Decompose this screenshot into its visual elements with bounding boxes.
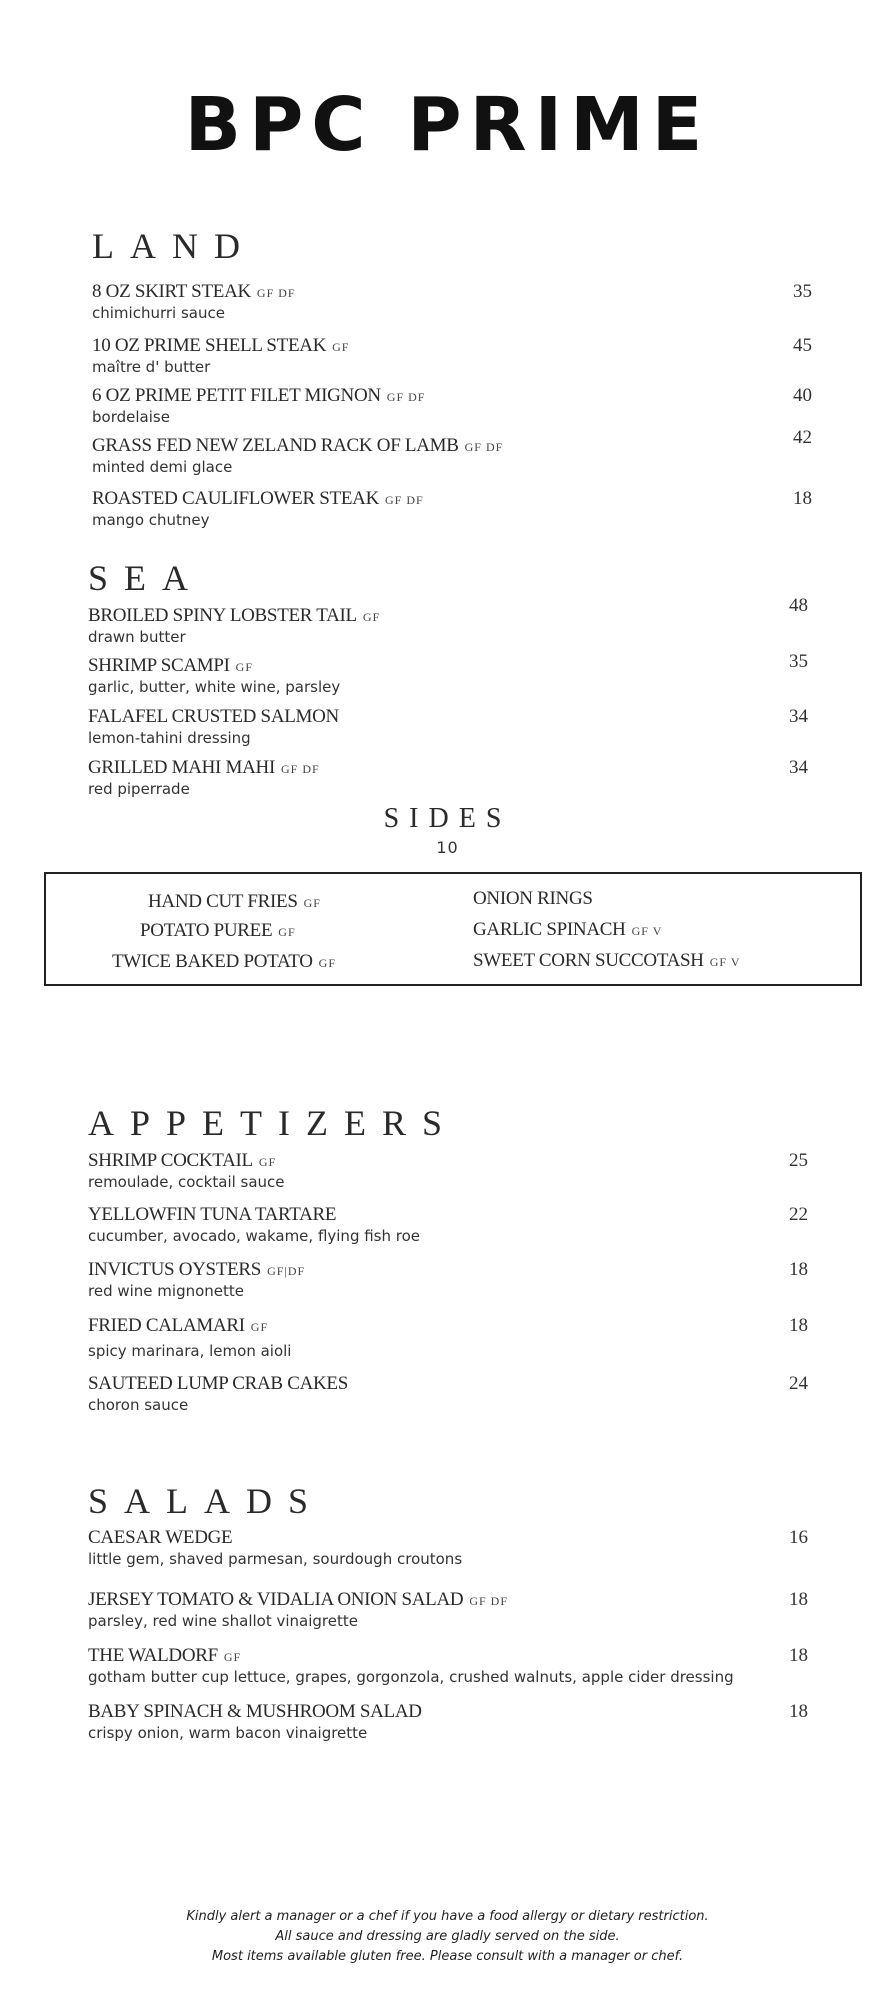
dietary-tags: GF bbox=[332, 340, 350, 354]
item-description: choron sauce bbox=[88, 1396, 189, 1414]
item-description: parsley, red wine shallot vinaigrette bbox=[88, 1612, 358, 1630]
item-description: chimichurri sauce bbox=[92, 304, 225, 322]
item-price: 22 bbox=[789, 1204, 808, 1225]
dietary-tags: GF bbox=[235, 660, 253, 674]
item-price: 34 bbox=[789, 706, 808, 727]
dietary-tags: GF V bbox=[709, 955, 741, 969]
item-price: 40 bbox=[793, 385, 812, 406]
sides-price: 10 bbox=[436, 838, 459, 857]
item-price: 18 bbox=[793, 488, 812, 509]
item-name: 6 OZ PRIME PETIT FILET MIGNON GF DF bbox=[92, 385, 426, 406]
dietary-tags: GF bbox=[250, 1320, 269, 1334]
sea-section-title: SEA bbox=[88, 558, 205, 598]
sides-section-title: SIDES bbox=[383, 803, 512, 834]
item-name: SHRIMP SCAMPI GF bbox=[88, 655, 253, 676]
salads-section-title: SALADS bbox=[88, 1481, 325, 1521]
menu-item bbox=[88, 651, 808, 697]
item-price: 48 bbox=[789, 595, 808, 616]
menu-item bbox=[88, 706, 808, 748]
dietary-tags: GF bbox=[278, 925, 296, 939]
item-price: 34 bbox=[789, 757, 808, 778]
side-item: HAND CUT FRIES GF bbox=[148, 891, 321, 912]
menu-item bbox=[88, 1373, 808, 1415]
item-name: 10 OZ PRIME SHELL STEAK GF bbox=[92, 335, 350, 356]
item-name: CAESAR WEDGE bbox=[88, 1527, 233, 1548]
menu-item bbox=[92, 488, 812, 530]
item-name: BROILED SPINY LOBSTER TAIL GF bbox=[88, 605, 381, 626]
dietary-tags: GF bbox=[303, 896, 321, 910]
dietary-tags: GF DF bbox=[385, 493, 424, 507]
item-price: 24 bbox=[789, 1373, 808, 1394]
item-price: 18 bbox=[789, 1701, 808, 1722]
side-item: SWEET CORN SUCCOTASH GF V bbox=[473, 950, 741, 971]
item-description: mango chutney bbox=[92, 511, 210, 529]
item-description: garlic, butter, white wine, parsley bbox=[88, 678, 341, 696]
item-price: 35 bbox=[789, 651, 808, 672]
menu-item bbox=[88, 757, 808, 799]
menu-item bbox=[92, 385, 812, 427]
side-item: ONION RINGS bbox=[473, 888, 593, 909]
dietary-tags: GF DF bbox=[256, 286, 296, 300]
item-name: JERSEY TOMATO & VIDALIA ONION SALAD GF DF bbox=[88, 1589, 509, 1610]
dietary-tags: GF bbox=[258, 1155, 277, 1169]
item-description: gotham butter cup lettuce, grapes, gorgonzola, crushed walnuts, apple cider dressing bbox=[88, 1668, 734, 1686]
menu-item bbox=[88, 1701, 808, 1743]
dietary-tags: GF|DF bbox=[267, 1264, 306, 1278]
side-item: POTATO PUREE GF bbox=[140, 920, 296, 941]
item-price: 18 bbox=[789, 1589, 808, 1610]
menu-item bbox=[88, 1204, 808, 1246]
item-description: bordelaise bbox=[92, 408, 170, 426]
item-name: GRILLED MAHI MAHI GF DF bbox=[88, 757, 320, 778]
item-price: 18 bbox=[789, 1259, 808, 1280]
sauce-notice: All sauce and dressing are gladly served on the side. bbox=[275, 1929, 620, 1944]
menu-item bbox=[92, 427, 812, 477]
menu-item bbox=[92, 281, 812, 323]
dietary-tags: GF bbox=[223, 1650, 242, 1664]
item-description: remoulade, cocktail sauce bbox=[88, 1173, 285, 1191]
menu-item bbox=[88, 1150, 808, 1192]
dietary-tags: GF DF bbox=[469, 1594, 509, 1608]
item-name: SAUTEED LUMP CRAB CAKES bbox=[88, 1373, 349, 1394]
menu-item bbox=[88, 1259, 808, 1301]
land-section-title: LAND bbox=[92, 226, 256, 266]
restaurant-logo: BPC PRIME bbox=[184, 82, 711, 168]
allergy-notice: Kindly alert a manager or a chef if you have a food allergy or dietary restriction. bbox=[186, 1909, 709, 1924]
menu-item bbox=[88, 1589, 808, 1631]
item-name: YELLOWFIN TUNA TARTARE bbox=[88, 1204, 337, 1225]
dietary-tags: GF bbox=[318, 956, 337, 970]
sides-box bbox=[44, 872, 862, 986]
item-name: INVICTUS OYSTERS GF|DF bbox=[88, 1259, 306, 1280]
item-description: cucumber, avocado, wakame, flying fish roe bbox=[88, 1227, 421, 1245]
item-description: drawn butter bbox=[88, 628, 186, 646]
menu-item bbox=[88, 1645, 808, 1687]
item-description: spicy marinara, lemon aioli bbox=[88, 1342, 292, 1360]
menu-item bbox=[92, 335, 812, 377]
item-description: little gem, shaved parmesan, sourdough croutons bbox=[88, 1550, 463, 1568]
item-price: 25 bbox=[789, 1150, 808, 1171]
item-price: 45 bbox=[793, 335, 812, 356]
item-name: BABY SPINACH & MUSHROOM SALAD bbox=[88, 1701, 422, 1722]
item-price: 18 bbox=[789, 1645, 808, 1666]
side-item: GARLIC SPINACH GF V bbox=[473, 919, 663, 940]
item-description: red piperrade bbox=[88, 780, 190, 798]
item-price: 35 bbox=[793, 281, 812, 302]
item-name: GRASS FED NEW ZELAND RACK OF LAMB GF DF bbox=[92, 435, 504, 456]
item-name: THE WALDORF GF bbox=[88, 1645, 242, 1666]
item-description: red wine mignonette bbox=[88, 1282, 245, 1300]
item-name: ROASTED CAULIFLOWER STEAK GF DF bbox=[92, 488, 424, 509]
menu-item bbox=[88, 1315, 808, 1361]
gluten-free-notice: Most items available gluten free. Please consult with a manager or chef. bbox=[211, 1949, 684, 1964]
item-price: 18 bbox=[789, 1315, 808, 1336]
item-name: FALAFEL CRUSTED SALMON bbox=[88, 706, 339, 727]
item-name: 8 OZ SKIRT STEAK GF DF bbox=[92, 281, 296, 302]
item-name: SHRIMP COCKTAIL GF bbox=[88, 1150, 277, 1171]
menu-item bbox=[88, 1527, 808, 1569]
menu-item bbox=[88, 595, 808, 647]
item-description: lemon-tahini dressing bbox=[88, 729, 251, 747]
dietary-tags: GF DF bbox=[386, 390, 426, 404]
dietary-tags: GF V bbox=[631, 924, 663, 938]
dietary-tags: GF DF bbox=[281, 762, 320, 776]
item-description: maître d' butter bbox=[92, 358, 211, 376]
dietary-tags: GF bbox=[362, 610, 381, 624]
item-description: crispy onion, warm bacon vinaigrette bbox=[88, 1724, 368, 1742]
item-price: 42 bbox=[793, 427, 812, 448]
item-description: minted demi glace bbox=[92, 458, 233, 476]
appetizers-section-title: APPETIZERS bbox=[88, 1103, 459, 1143]
item-name: FRIED CALAMARI GF bbox=[88, 1315, 269, 1336]
item-price: 16 bbox=[789, 1527, 808, 1548]
side-item: TWICE BAKED POTATO GF bbox=[112, 951, 337, 972]
dietary-tags: GF DF bbox=[464, 440, 504, 454]
